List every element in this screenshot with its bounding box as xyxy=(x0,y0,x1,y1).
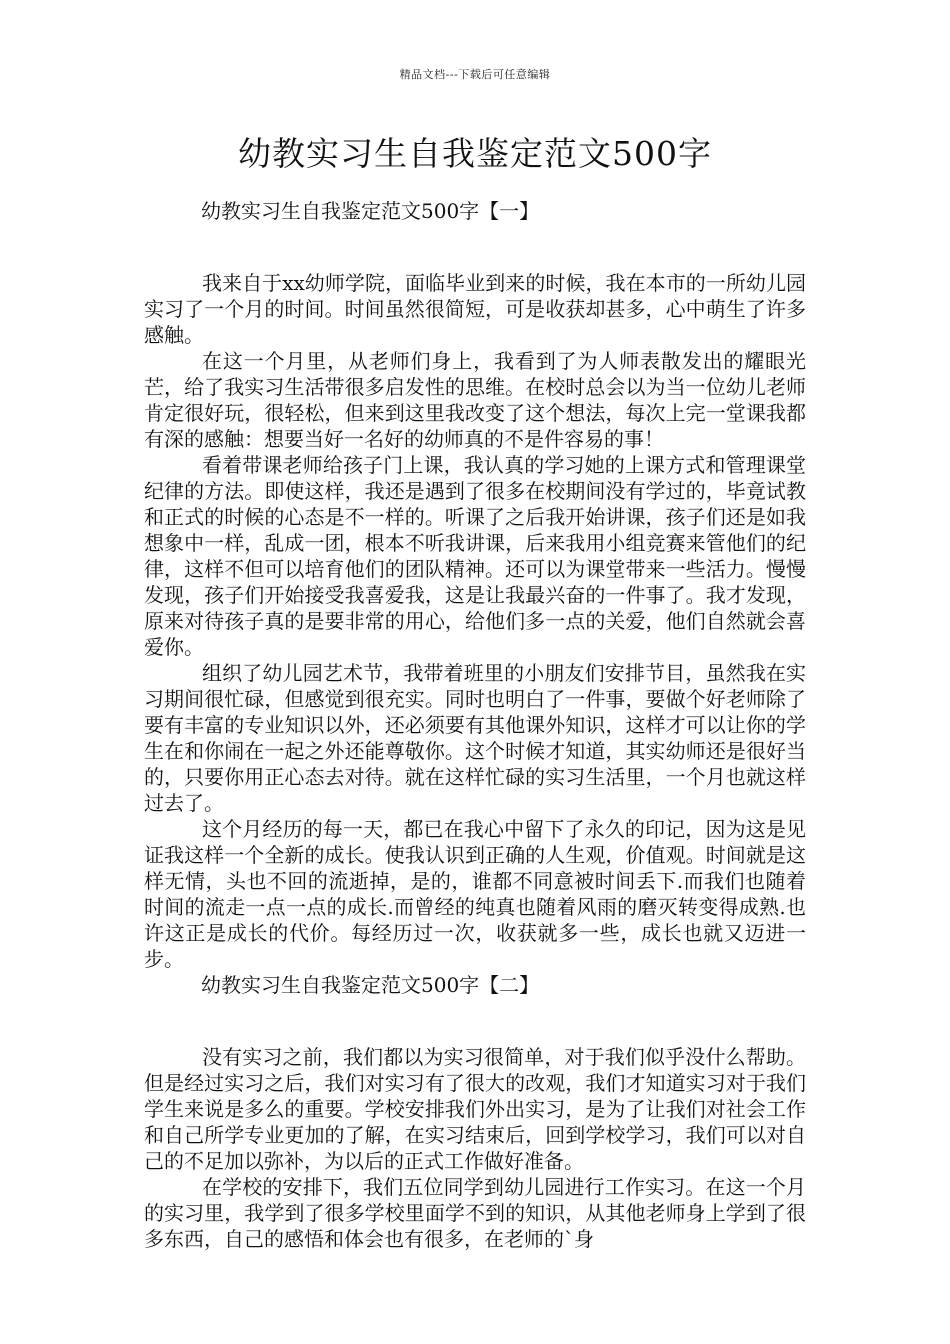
paragraph: 看着带课老师给孩子门上课，我认真的学习她的上课方式和管理课堂纪律的方法。即使这样，我还是遇到了很多在校期间没有学过的，毕竟试教和正式的时候的心态是不一样的。听课了之后我开始讲课，孩子们还是如我想象中一样，乱成一团，根本不听我讲课，后来我用小组竞赛来管他们的纪律，这样不但可以培育他们的团队精神。还可以为课堂带来一些活力。慢慢发现，孩子们开始接受我喜爱我，这是让我最兴奋的一件事了。我才发现，原来对待孩子真的是要非常的用心，给他们多一点的关爱，他们自然就会喜爱你。 xyxy=(144,453,806,659)
paragraph: 没有实习之前，我们都以为实习很简单，对于我们似乎没什么帮助。但是经过实习之后，我们对实习有了很大的改观，我们才知道实习对于我们学生来说是多么的重要。学校安排我们外出实习，是为了让我们对社会工作和自己所学专业更加的了解，在实习结束后，回到学校学习，我们可以对自己的不足加以弥补，为以后的正式工作做好准备。 xyxy=(144,1045,806,1173)
document-body xyxy=(144,198,806,1252)
paragraph: 我来自于xx幼师学院，面临毕业到来的时候，我在本市的一所幼儿园实习了一个月的时间。时间虽然很简短，可是收获却甚多，心中萌生了许多感触。 xyxy=(144,271,806,347)
paragraph: 组织了幼儿园艺术节，我带着班里的小朋友们安排节目，虽然我在实习期间很忙碌，但感觉到很充实。同时也明白了一件事，要做个好老师除了要有丰富的专业知识以外，还必须要有其他课外知识，这样才可以让你的学生在和你闹在一起之外还能尊敬你。这个时候才知道，其实幼师还是很好当的，只要你用正心态去对待。就在这样忙碌的实习生活里，一个月也就这样过去了。 xyxy=(144,661,806,815)
document-title: 幼教实习生自我鉴定范文500字 xyxy=(238,134,712,173)
paragraph: 在学校的安排下，我们五位同学到幼儿园进行工作实习。在这一个月的实习里，我学到了很多学校里面学不到的知识，从其他老师身上学到了很多东西，自己的感悟和体会也有很多，在老师的`身 xyxy=(144,1175,806,1251)
header-note: 精品文档---下载后可任意编辑 xyxy=(399,68,551,81)
section-heading-2: 幼教实习生自我鉴定范文500字【二】 xyxy=(201,973,540,997)
section-heading-1: 幼教实习生自我鉴定范文500字【一】 xyxy=(201,199,540,223)
paragraph: 在这一个月里，从老师们身上，我看到了为人师表散发出的耀眼光芒，给了我实习生活带很多启发性的思维。在校时总会以为当一位幼儿老师肯定很好玩，很轻松，但来到这里我改变了这个想法，每次上完一堂课我都有深的感触：想要当好一名好的幼师真的不是件容易的事！ xyxy=(144,349,806,451)
paragraph: 这个月经历的每一天，都已在我心中留下了永久的印记，因为这是见证我这样一个全新的成长。使我认识到正确的人生观，价值观。时间就是这样无情，头也不回的流逝掉，是的，谁都不同意被时间丢下.而我们也随着时间的流走一点一点的成长.而曾经的纯真也随着风雨的磨灭转变得成熟.也许这正是成长的代价。每经历过一次，收获就多一些，成长也就又迈进一步。 xyxy=(144,817,806,971)
